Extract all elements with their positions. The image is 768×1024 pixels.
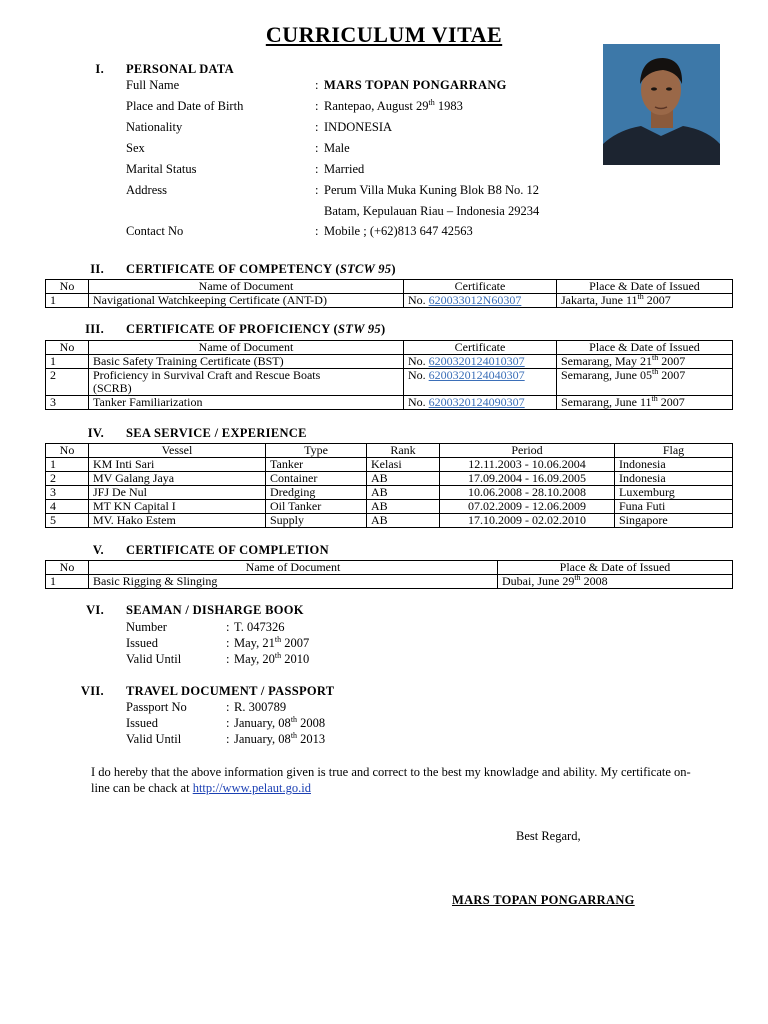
declaration-text: I do hereby that the above information given is true and correct to the best my knowladge and ability. My certificate on-line can be chack at http://www.pelaut.go.id [91, 765, 691, 795]
col-no: No [46, 561, 89, 575]
col-place-date: Place & Date of Issued [498, 561, 733, 575]
competency-table [45, 279, 733, 308]
full-name-value: MARS TOPAN PONGARRANG [324, 78, 507, 92]
completion-table [45, 560, 733, 589]
certificate-link[interactable]: 6200320124040307 [428, 368, 525, 382]
page-title: CURRICULUM VITAE [265, 22, 503, 47]
col-vessel: Vessel [89, 444, 266, 458]
col-rank: Rank [367, 444, 440, 458]
table-row: 4 MT KN Capital I Oil Tanker AB 07.02.2009 - 12.06.2009 Funa Futi [46, 500, 733, 514]
table-row: 1 KM Inti Sari Tanker Kelasi 12.11.2003 - 10.06.2004 Indonesia [46, 458, 733, 472]
table-row: 2 Proficiency in Survival Craft and Rescue Boats (SCRB) No. 6200320124040307 Semarang, June 05th 2007 [46, 369, 733, 396]
certificate-link[interactable]: 6200320124010307 [428, 354, 525, 368]
col-name: Name of Document [89, 280, 404, 294]
col-period: Period [440, 444, 615, 458]
table-row: 1 Navigational Watchkeeping Certificate (ANT-D) No. 620033012N60307 Jakarta, June 11th 2007 [46, 294, 733, 308]
table-row: 3 Tanker Familiarization No. 6200320124090307 Semarang, June 11th 2007 [46, 396, 733, 410]
sea-service-table [45, 443, 733, 528]
col-type: Type [266, 444, 367, 458]
closing-text: Best Regard, [516, 829, 581, 843]
table-row: 2 MV Galang Jaya Container AB 17.09.2004 - 16.09.2005 Indonesia [46, 472, 733, 486]
table-row: 5 MV. Hako Estem Supply AB 17.10.2009 - 02.02.2010 Singapore [46, 514, 733, 528]
signature-name: MARS TOPAN PONGARRANG [452, 893, 635, 907]
pelaut-website-link[interactable]: http://www.pelaut.go.id [192, 781, 311, 795]
table-row: 1 Basic Safety Training Certificate (BST) No. 6200320124010307 Semarang, May 21th 2007 [46, 355, 733, 369]
certificate-link[interactable]: 6200320124090307 [428, 395, 525, 409]
col-no: No [46, 341, 89, 355]
col-place-date: Place & Date of Issued [557, 280, 733, 294]
col-flag: Flag [615, 444, 733, 458]
col-name: Name of Document [89, 341, 404, 355]
certificate-link[interactable]: 620033012N60307 [428, 293, 522, 307]
col-name: Name of Document [89, 561, 498, 575]
table-row: 1 Basic Rigging & Slinging Dubai, June 29th 2008 [46, 575, 733, 589]
col-no: No [46, 280, 89, 294]
col-certificate: Certificate [404, 280, 557, 294]
col-certificate: Certificate [404, 341, 557, 355]
proficiency-table [45, 340, 733, 410]
col-no: No [46, 444, 89, 458]
table-row: 3 JFJ De Nul Dredging AB 10.06.2008 - 28.10.2008 Luxemburg [46, 486, 733, 500]
portrait-photo [603, 44, 720, 165]
col-place-date: Place & Date of Issued [557, 341, 733, 355]
